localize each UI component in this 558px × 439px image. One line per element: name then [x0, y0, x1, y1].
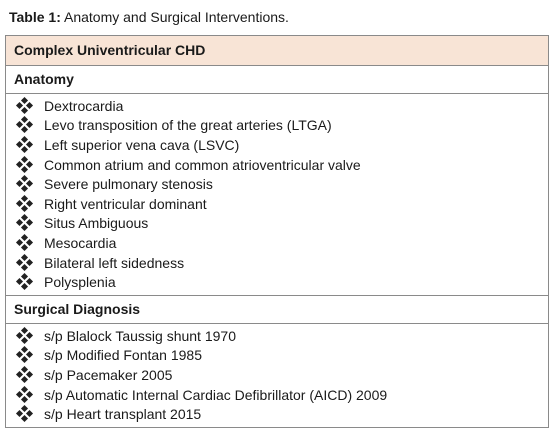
list-item	[6, 174, 548, 194]
four-diamond-bullet-icon	[16, 347, 36, 363]
list-item	[6, 326, 548, 346]
table-caption-label: Table 1:	[9, 9, 61, 25]
list-item-label: Right ventricular dominant	[44, 195, 207, 212]
list-item	[6, 116, 548, 136]
list-item	[6, 404, 548, 424]
four-diamond-bullet-icon	[16, 157, 36, 173]
list-item-label: Bilateral left sidedness	[44, 254, 185, 271]
four-diamond-bullet-icon	[16, 137, 36, 153]
list-item	[6, 385, 548, 405]
list-item-label: Left superior vena cava (LSVC)	[44, 136, 240, 153]
list-item-label: s/p Heart transplant 2015	[44, 406, 202, 423]
list-item-label: Mesocardia	[44, 234, 117, 251]
four-diamond-bullet-icon	[16, 328, 36, 344]
section-list-surgical-diagnosis	[6, 324, 548, 427]
list-item	[6, 194, 548, 214]
four-diamond-bullet-icon	[16, 176, 36, 192]
list-item-label: Severe pulmonary stenosis	[44, 176, 213, 193]
list-item	[6, 214, 548, 234]
list-item-label: Levo transposition of the great arteries (LTGA)	[44, 117, 332, 134]
list-item	[6, 233, 548, 253]
list-item-label: Situs Ambiguous	[44, 215, 149, 232]
four-diamond-bullet-icon	[16, 255, 36, 271]
four-diamond-bullet-icon	[16, 215, 36, 231]
interventions-table	[5, 35, 549, 428]
list-item-label: s/p Modified Fontan 1985	[44, 347, 202, 364]
table-caption-text: Anatomy and Surgical Interventions.	[64, 9, 289, 25]
four-diamond-bullet-icon	[16, 117, 36, 133]
section-title-surgical-diagnosis: Surgical Diagnosis	[6, 296, 548, 324]
list-item	[6, 346, 548, 366]
list-item	[6, 135, 548, 155]
table-header: Complex Univentricular CHD	[6, 36, 548, 66]
list-item	[6, 365, 548, 385]
list-item	[6, 155, 548, 175]
section-title-anatomy: Anatomy	[6, 66, 548, 94]
four-diamond-bullet-icon	[16, 196, 36, 212]
four-diamond-bullet-icon	[16, 406, 36, 422]
list-item-label: s/p Automatic Internal Cardiac Defibrillator (AICD) 2009	[44, 386, 388, 403]
section-list-anatomy	[6, 94, 548, 296]
list-item	[6, 272, 548, 292]
table-caption	[9, 8, 289, 26]
list-item-label: s/p Blalock Taussig shunt 1970	[44, 327, 236, 344]
four-diamond-bullet-icon	[16, 387, 36, 403]
list-item-label: Common atrium and common atrioventricular valve	[44, 156, 361, 173]
list-item-label: Polysplenia	[44, 274, 116, 291]
list-item	[6, 253, 548, 273]
four-diamond-bullet-icon	[16, 274, 36, 290]
four-diamond-bullet-icon	[16, 367, 36, 383]
list-item-label: s/p Pacemaker 2005	[44, 366, 173, 383]
list-item	[6, 96, 548, 116]
four-diamond-bullet-icon	[16, 98, 36, 114]
four-diamond-bullet-icon	[16, 235, 36, 251]
list-item-label: Dextrocardia	[44, 97, 124, 114]
